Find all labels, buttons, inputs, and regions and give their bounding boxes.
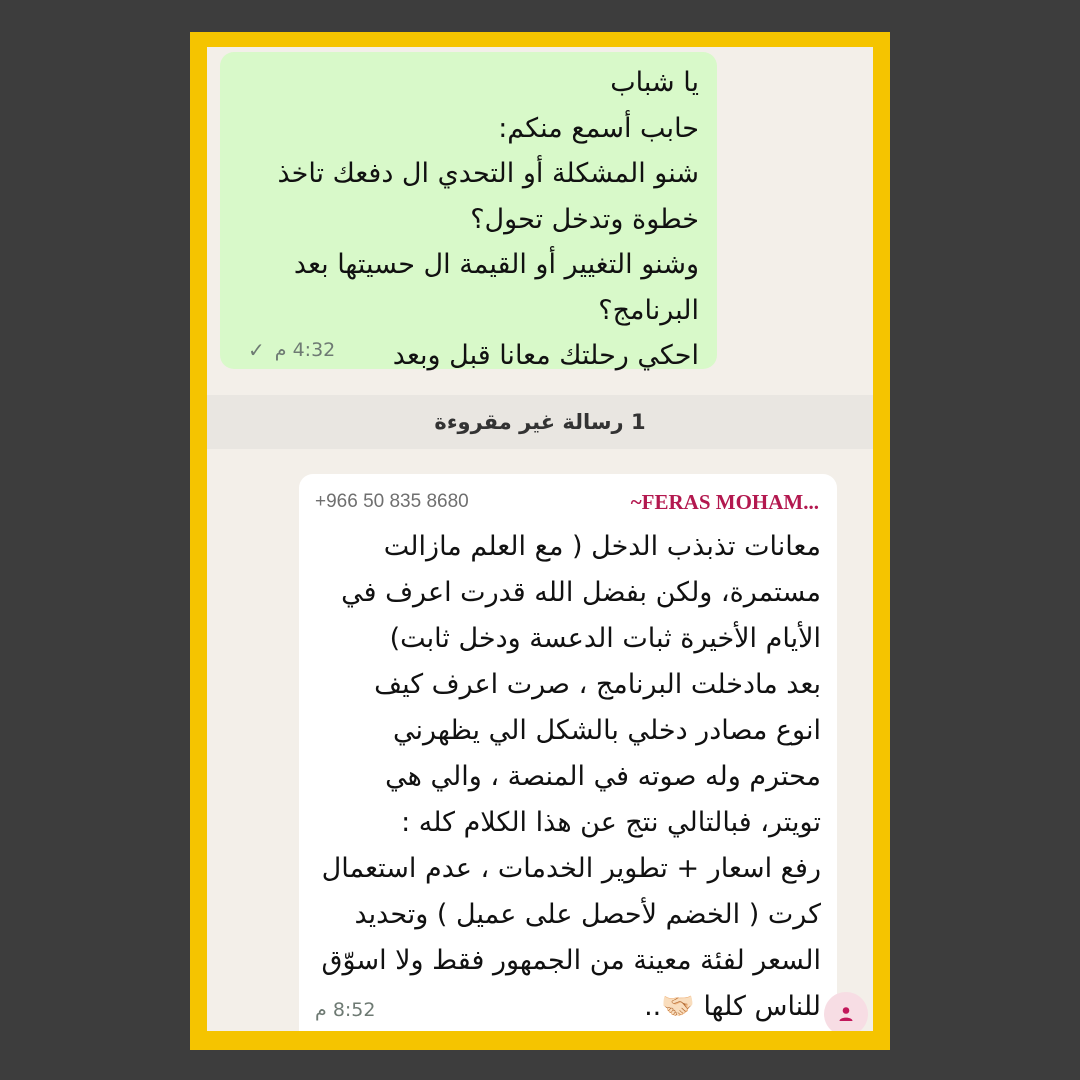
outgoing-message-meta [248, 340, 335, 360]
incoming-message-text: معانات تذبذب الدخل ( مع العلم مازالت مستمرة، ولكن بفضل الله قدرت اعرف في الأيام الأخيرة ثبات الدعسة ودخل ثابت) بعد مادخلت البرنامج ، صرت اعرف كيف انوع مصادر دخلي بالشكل الي يظهرني محترم وله صوته في المنصة ، والي هي تويتر، فبالتالي نتج عن هذا الكلام كله : رفع اسعار + تطوير الخدمات ، عدم استعمال كرت ( الخضم لأحصل على عميل ) وتحديد السعر لفئة معينة من الجمهور فقط ولا اسوّق للناس كلها 🤝🏻.. [321, 531, 821, 1022]
chat-area[interactable] [207, 47, 873, 1031]
unread-separator [207, 395, 873, 449]
incoming-message-bubble[interactable] [299, 474, 837, 1031]
sender-name[interactable]: ~FERAS MOHAM... [630, 489, 819, 514]
sender-row [315, 487, 819, 517]
person-icon [837, 1005, 855, 1023]
sender-phone[interactable]: +966 50 835 8680 [315, 491, 469, 512]
unread-separator-label: 1 رسالة غير مقروءة [434, 410, 646, 434]
outgoing-message-bubble[interactable] [220, 52, 717, 369]
incoming-message-time: 8:52 م [315, 999, 376, 1021]
outgoing-message-text: يا شباب حابب أسمع منكم: شنو المشكلة أو التحدي ال دفعك تاخذ خطوة وتدخل تحول؟ وشنو التغيير أو القيمة ال حسيتها بعد البرنامج؟ احكي رحلتك معانا قبل وبعد [277, 67, 699, 371]
single-check-icon: ✓ [248, 338, 265, 362]
outgoing-message-time: 4:32 م [274, 339, 336, 361]
sender-avatar[interactable] [824, 992, 868, 1031]
